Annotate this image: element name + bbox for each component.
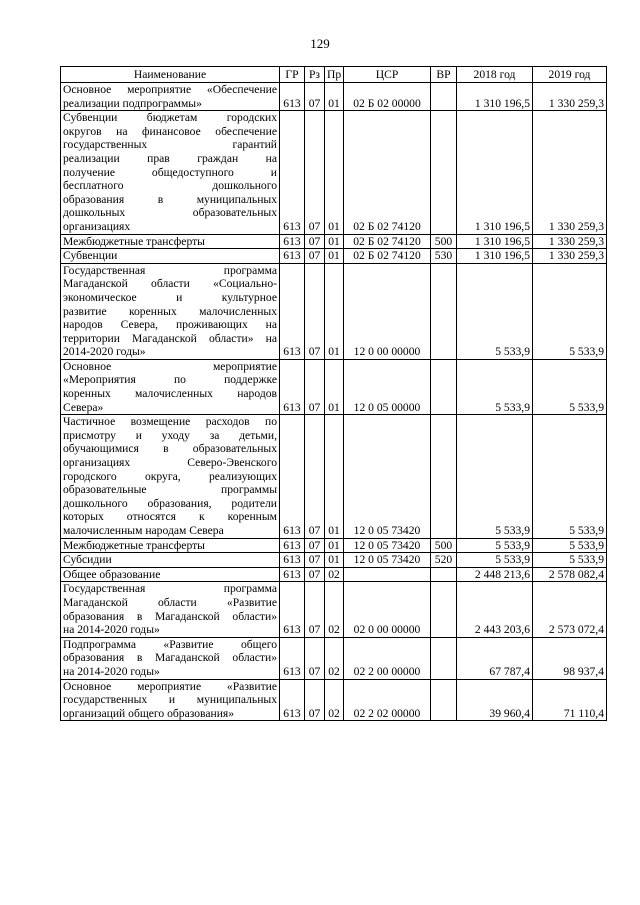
- row-name-line: образования в муниципальных: [63, 192, 277, 206]
- header-gr: ГР: [280, 67, 305, 83]
- cell-csr: 02 2 00 00000: [344, 637, 431, 679]
- cell-vr: [431, 637, 457, 679]
- row-name-line: организациях Северо-Эвенского: [63, 456, 277, 470]
- cell-pr: 01: [325, 249, 344, 264]
- row-name: [61, 234, 280, 249]
- cell-gr: 613: [280, 567, 305, 582]
- cell-gr: 613: [280, 359, 305, 414]
- cell-y2019: 5 533,9: [533, 553, 607, 568]
- row-name-line: 2014-2020 годы»: [63, 345, 146, 359]
- table-row: [61, 249, 607, 264]
- cell-y2019: 1 330 259,3: [533, 83, 607, 111]
- row-name-line: Основное мероприятие «Развитие: [63, 679, 277, 693]
- cell-y2019: 1 330 259,3: [533, 234, 607, 249]
- cell-vr: [431, 567, 457, 582]
- cell-csr: 02 Б 02 74120: [344, 111, 431, 234]
- budget-table: [60, 66, 607, 721]
- cell-y2019: 2 578 082,4: [533, 567, 607, 582]
- cell-csr: 02 0 00 00000: [344, 582, 431, 637]
- cell-gr: 613: [280, 582, 305, 637]
- cell-pr: 01: [325, 415, 344, 538]
- cell-y2019: 5 533,9: [533, 538, 607, 553]
- table-row: [61, 567, 607, 582]
- row-name-line: присмотру и уходу за детьми,: [63, 428, 277, 442]
- row-name-line: реализации прав граждан на: [63, 151, 277, 165]
- row-name-line: Субвенции бюджетам городских: [63, 111, 277, 125]
- cell-y2018: 2 448 213,6: [457, 567, 533, 582]
- row-name-line: «Мероприятия по поддержке: [63, 373, 277, 387]
- cell-rz: 07: [305, 263, 325, 359]
- row-name: [61, 637, 280, 679]
- cell-pr: 01: [325, 263, 344, 359]
- cell-y2019: 71 110,4: [533, 679, 607, 721]
- row-name-line: образовательные программы: [63, 483, 277, 497]
- cell-rz: 07: [305, 582, 325, 637]
- cell-y2019: 5 533,9: [533, 263, 607, 359]
- cell-gr: 613: [280, 637, 305, 679]
- row-name-line: Общее образование: [63, 567, 161, 581]
- row-name-line: государственных и муниципальных: [63, 693, 277, 707]
- cell-y2018: 5 533,9: [457, 553, 533, 568]
- cell-y2019: 1 330 259,3: [533, 249, 607, 264]
- table-row: [61, 679, 607, 721]
- row-name-line: образования в Магаданской области»: [63, 651, 277, 665]
- header-2019: 2019 год: [533, 67, 607, 83]
- cell-csr: 02 Б 02 74120: [344, 249, 431, 264]
- table-body: [61, 83, 607, 721]
- row-name-line: народов Севера, проживающих на: [63, 318, 277, 332]
- cell-pr: 02: [325, 567, 344, 582]
- row-name-line: образования в Магаданской области»: [63, 609, 277, 623]
- header-2018: 2018 год: [457, 67, 533, 83]
- header-row: [61, 67, 607, 83]
- cell-csr: 12 0 05 73420: [344, 553, 431, 568]
- row-name-line: Основное мероприятие «Обеспечение: [63, 83, 277, 96]
- row-name-line: дошкольных образовательных: [63, 206, 277, 220]
- row-name: [61, 249, 280, 264]
- cell-vr: [431, 83, 457, 111]
- cell-pr: 01: [325, 111, 344, 234]
- row-name-line: Межбюджетные трансферты: [63, 538, 205, 552]
- row-name-line: Государственная программа: [63, 263, 277, 277]
- row-name-line: Государственная программа: [63, 582, 277, 596]
- cell-y2018: 2 443 203,6: [457, 582, 533, 637]
- cell-rz: 07: [305, 567, 325, 582]
- cell-gr: 613: [280, 234, 305, 249]
- row-name: [61, 538, 280, 553]
- row-name: [61, 111, 280, 234]
- cell-rz: 07: [305, 359, 325, 414]
- cell-vr: [431, 582, 457, 637]
- header-name: Наименование: [61, 67, 280, 83]
- cell-pr: 01: [325, 538, 344, 553]
- cell-rz: 07: [305, 553, 325, 568]
- cell-gr: 613: [280, 249, 305, 264]
- cell-y2019: 5 533,9: [533, 359, 607, 414]
- cell-y2019: 1 330 259,3: [533, 111, 607, 234]
- cell-pr: 02: [325, 679, 344, 721]
- header-csr: ЦСР: [344, 67, 431, 83]
- cell-y2018: 1 310 196,5: [457, 111, 533, 234]
- header-rz: Рз: [305, 67, 325, 83]
- cell-vr: [431, 415, 457, 538]
- cell-rz: 07: [305, 637, 325, 679]
- cell-y2018: 39 960,4: [457, 679, 533, 721]
- row-name-line: малочисленным народам Севера: [63, 524, 224, 537]
- cell-pr: 02: [325, 582, 344, 637]
- row-name-line: которых относятся к коренным: [63, 510, 277, 524]
- cell-vr: [431, 111, 457, 234]
- cell-vr: [431, 263, 457, 359]
- row-name: [61, 679, 280, 721]
- cell-csr: [344, 567, 431, 582]
- row-name: [61, 83, 280, 111]
- cell-pr: 01: [325, 234, 344, 249]
- row-name-line: экономическое и культурное: [63, 290, 277, 304]
- cell-gr: 613: [280, 83, 305, 111]
- table-row: [61, 637, 607, 679]
- cell-y2018: 1 310 196,5: [457, 83, 533, 111]
- row-name-line: реализации подпрограммы»: [63, 96, 202, 110]
- row-name: [61, 415, 280, 538]
- cell-csr: 02 2 02 00000: [344, 679, 431, 721]
- row-name-line: Подпрограмма «Развитие общего: [63, 637, 277, 651]
- cell-rz: 07: [305, 83, 325, 111]
- cell-y2018: 5 533,9: [457, 263, 533, 359]
- row-name: [61, 263, 280, 359]
- row-name: [61, 359, 280, 414]
- cell-vr: [431, 679, 457, 721]
- cell-rz: 07: [305, 111, 325, 234]
- row-name-line: городского округа, реализующих: [63, 469, 277, 483]
- table-row: [61, 359, 607, 414]
- cell-y2018: 5 533,9: [457, 538, 533, 553]
- header-pr: Пр: [325, 67, 344, 83]
- row-name-line: организациях: [63, 219, 131, 233]
- cell-gr: 613: [280, 415, 305, 538]
- table-row: [61, 263, 607, 359]
- cell-rz: 07: [305, 234, 325, 249]
- row-name-line: дошкольного образования, родители: [63, 496, 277, 510]
- row-name-line: развитие коренных малочисленных: [63, 304, 277, 318]
- table-row: [61, 538, 607, 553]
- cell-csr: 02 Б 02 74120: [344, 234, 431, 249]
- cell-pr: 02: [325, 637, 344, 679]
- cell-vr: 520: [431, 553, 457, 568]
- row-name: [61, 553, 280, 568]
- row-name-line: получение общедоступного и: [63, 165, 277, 179]
- row-name-line: округов на финансовое обеспечение: [63, 124, 277, 138]
- cell-pr: 01: [325, 83, 344, 111]
- cell-y2018: 1 310 196,5: [457, 249, 533, 264]
- cell-csr: 02 Б 02 00000: [344, 83, 431, 111]
- row-name-line: Магаданской области «Социально-: [63, 277, 277, 291]
- row-name-line: Севера»: [63, 400, 104, 414]
- cell-y2019: 5 533,9: [533, 415, 607, 538]
- cell-vr: 500: [431, 234, 457, 249]
- row-name-line: бесплатного дошкольного: [63, 179, 277, 193]
- cell-y2018: 67 787,4: [457, 637, 533, 679]
- row-name-line: Частичное возмещение расходов по: [63, 415, 277, 429]
- table-row: [61, 111, 607, 234]
- table-row: [61, 415, 607, 538]
- row-name-line: Субвенции: [63, 249, 118, 263]
- table-row: [61, 83, 607, 111]
- row-name-line: Субсидии: [63, 553, 112, 567]
- cell-rz: 07: [305, 538, 325, 553]
- row-name: [61, 582, 280, 637]
- cell-y2018: 5 533,9: [457, 415, 533, 538]
- row-name-line: государственных гарантий: [63, 138, 277, 152]
- row-name: [61, 567, 280, 582]
- row-name-line: Основное мероприятие: [63, 359, 277, 373]
- row-name-line: коренных малочисленных народов: [63, 387, 277, 401]
- row-name-line: обучающимися в образовательных: [63, 442, 277, 456]
- cell-pr: 01: [325, 553, 344, 568]
- cell-gr: 613: [280, 553, 305, 568]
- cell-y2019: 2 573 072,4: [533, 582, 607, 637]
- page-number: 129: [310, 36, 330, 51]
- cell-gr: 613: [280, 538, 305, 553]
- cell-vr: 530: [431, 249, 457, 264]
- cell-rz: 07: [305, 415, 325, 538]
- header-vr: ВР: [431, 67, 457, 83]
- row-name-line: Межбюджетные трансферты: [63, 234, 205, 248]
- table-row: [61, 234, 607, 249]
- table-row: [61, 553, 607, 568]
- cell-rz: 07: [305, 679, 325, 721]
- row-name-line: организаций общего образования»: [63, 706, 235, 720]
- cell-gr: 613: [280, 111, 305, 234]
- cell-pr: 01: [325, 359, 344, 414]
- cell-y2018: 5 533,9: [457, 359, 533, 414]
- row-name-line: территории Магаданской области» на: [63, 331, 277, 345]
- cell-gr: 613: [280, 263, 305, 359]
- cell-vr: [431, 359, 457, 414]
- table-row: [61, 582, 607, 637]
- cell-csr: 12 0 05 73420: [344, 415, 431, 538]
- cell-y2019: 98 937,4: [533, 637, 607, 679]
- row-name-line: на 2014-2020 годы»: [63, 623, 160, 637]
- cell-rz: 07: [305, 249, 325, 264]
- cell-vr: 500: [431, 538, 457, 553]
- row-name-line: Магаданской области «Развитие: [63, 595, 277, 609]
- row-name-line: на 2014-2020 годы»: [63, 664, 160, 678]
- cell-csr: 12 0 00 00000: [344, 263, 431, 359]
- cell-csr: 12 0 05 73420: [344, 538, 431, 553]
- cell-csr: 12 0 05 00000: [344, 359, 431, 414]
- cell-y2018: 1 310 196,5: [457, 234, 533, 249]
- cell-gr: 613: [280, 679, 305, 721]
